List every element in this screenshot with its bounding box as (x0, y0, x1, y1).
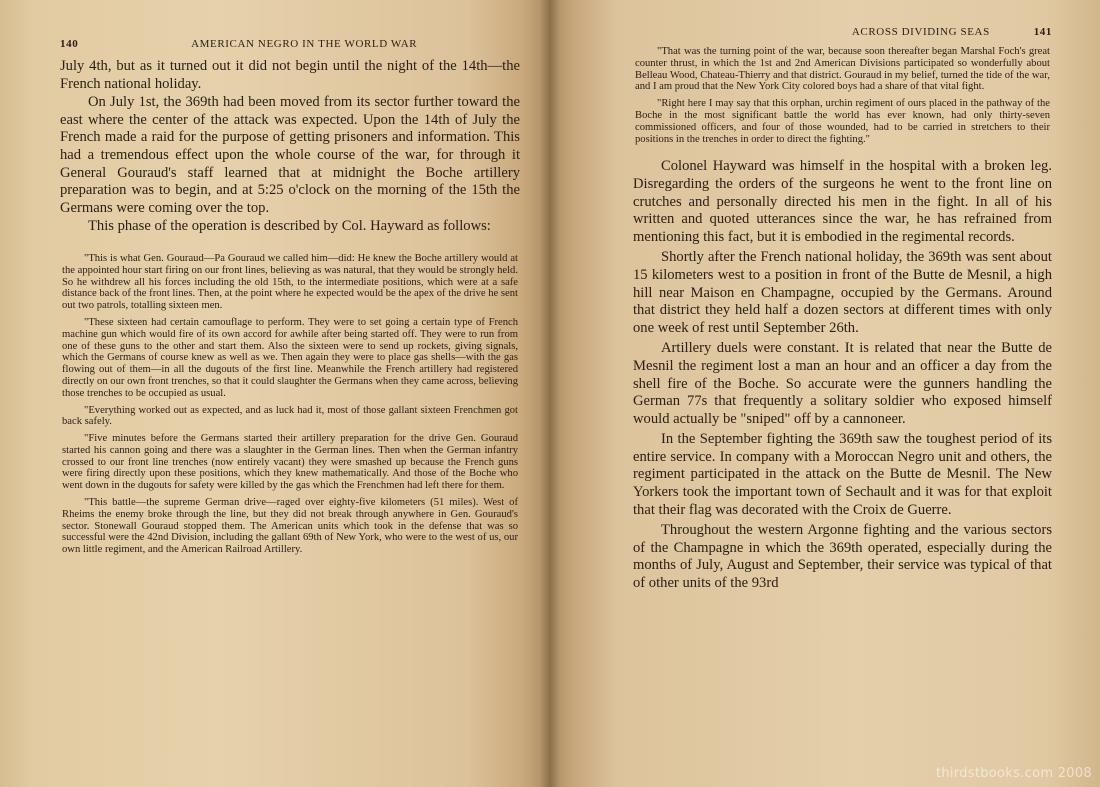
right-quote: "Right here I may say that this orphan, urchin regiment of ours placed in the pathway of the Boche in the most significant battle the world has ever known, had only thirty-seven commissioned officers, and four of those wounded, had to be carried in stretchers to their positions in the trenches in order to direct the fighting." (635, 98, 1050, 145)
left-quote: "This is what Gen. Gouraud—Pa Gouraud we called him—did: He knew the Boche artillery would at the appointed hour start firing on our front lines, believing as was natural, that they would be strongly held. So he withdrew all his forces including the old 15th, to the intermediate positions, which were at a safe distance back of the front lines. Then, at the point where he expected would be the apex of the drive he sent out two patrols, totalling sixteen men. (62, 252, 518, 312)
left-paragraph: This phase of the operation is described by Col. Hayward as follows: (88, 218, 491, 235)
right-quote: "That was the turning point of the war, because soon thereafter began Marshal Foch's great counter thrust, in which the 1st and 2nd American Divisions participated so wonderfully about Belleau Wood, Chateau-Thierry and that district. Gouraud in my belief, turned the tide of the war, and I am proud that the New York City colored boys had a share of that vital fight. (635, 46, 1050, 93)
left-quote: "Everything worked out as expected, and as luck had it, most of those gallant sixteen Frenchmen got back safely. (62, 404, 518, 428)
left-quote-block (60, 253, 520, 556)
right-paragraph: Shortly after the French national holiday, the 369th was sent about 15 kilometers west to a position in front of the Butte de Mesnil, a high hill near Maison en Champagne, occupied by the Germans. Around that district they held half a dozen sectors at different times with only one week of rest until September 26th. (633, 249, 1052, 336)
left-quote: "Five minutes before the Germans started their artillery preparation for the drive Gen. Gouraud started his cannon going and there was a slaughter in the German lines. Then when the German infantry crossed to our front line trenches (now entirely vacant) they were smashed up because the French guns were firing directly upon these positions, which they knew mathematically. And those of the Boche who went down in the dugouts for safety were killed by the gas which the Frenchmen had left there for them. (62, 433, 518, 492)
left-page-number: 140 (60, 38, 79, 50)
right-paragraph: Artillery duels were constant. It is related that near the Butte de Mesnil the regiment lost a man an hour and an officer a day from the shell fire of the Boche. So accurate were the gunners handling the German 77s that frequently a solitary soldier who exposed himself would actually be "sniped" off by a cannoneer. (633, 340, 1052, 427)
right-paragraph: In the September fighting the 369th saw the toughest period of its entire service. In company with a Moroccan Negro unit and others, the regiment participated in the attack on the Butte de Mesnil. The New Yorkers took the important town of Sechault and it was for that exploit that their flag was decorated with the Croix de Guerre. (633, 431, 1052, 518)
watermark: thirdstbooks.com 2008 (935, 766, 1092, 781)
left-quote: "This battle—the supreme German drive—raged over eighty-five kilometers (51 miles). West of Rheims the enemy broke through the line, but they did not break through anywhere in Gen. Gouraud's sector. Stonewall Gouraud stopped them. The American units which took in the defense that was so successful were the 42nd Division, including the gallant 69th of New York, who were to the west of us, our own little regiment, and the American Railroad Artillery. (62, 497, 518, 556)
left-running-head (60, 38, 520, 50)
left-paragraph: July 4th, but as it turned out it did not begin until the night of the 14th—the French national holiday. (60, 58, 520, 92)
right-running-head (633, 26, 1052, 38)
right-running-title: ACROSS DIVIDING SEAS (851, 26, 990, 38)
left-quote: "These sixteen had certain camouflage to perform. They were to set going a certain type of French machine gun which would fire of its own accord for awhile after being started off. They were to run from one of these guns to the other and start them. Also the sixteen were to send up rockets, giving signals, which the Germans of course knew as well as we. Then again they were to place gas shells—with the gas flowing out of them—in all the dugouts of the first line. Meanwhile the French artillery had registered directly on our own front trenches, so that it could slaughter the Germans when they came across, believing those trenches to be occupied as usual. (62, 316, 518, 399)
right-quote-block (633, 46, 1052, 145)
left-running-title: AMERICAN NEGRO IN THE WORLD WAR (191, 38, 418, 50)
right-page (550, 0, 1100, 787)
right-body (633, 158, 1052, 592)
left-paragraph: On July 1st, the 369th had been moved from its sector further toward the east where the center of the attack was expected. Upon the 14th of July the French made a raid for the purpose of getting prisoners and information. This had a tremendous effect upon the whole course of the war, for through it General Gouraud's staff learned that at midnight the Boche artillery preparation was to begin, and at 5:25 o'clock on the morning of the 15th the Germans were coming over the top. (60, 94, 520, 216)
right-paragraph: Colonel Hayward was himself in the hospital with a broken leg. Disregarding the orders of the surgeons he went to the front line on crutches and personally directed his men in the fight. In all of his written and quoted utterances since the war, he has refrained from mentioning this fact, but it is embodied in the regimental records. (633, 158, 1052, 245)
right-paragraph: Throughout the western Argonne fighting and the various sectors of the Champagne in which the 369th operated, especially during the months of July, August and September, their service was typical of that of other units of the 93rd (633, 522, 1052, 592)
right-page-number: 141 (1033, 26, 1052, 38)
